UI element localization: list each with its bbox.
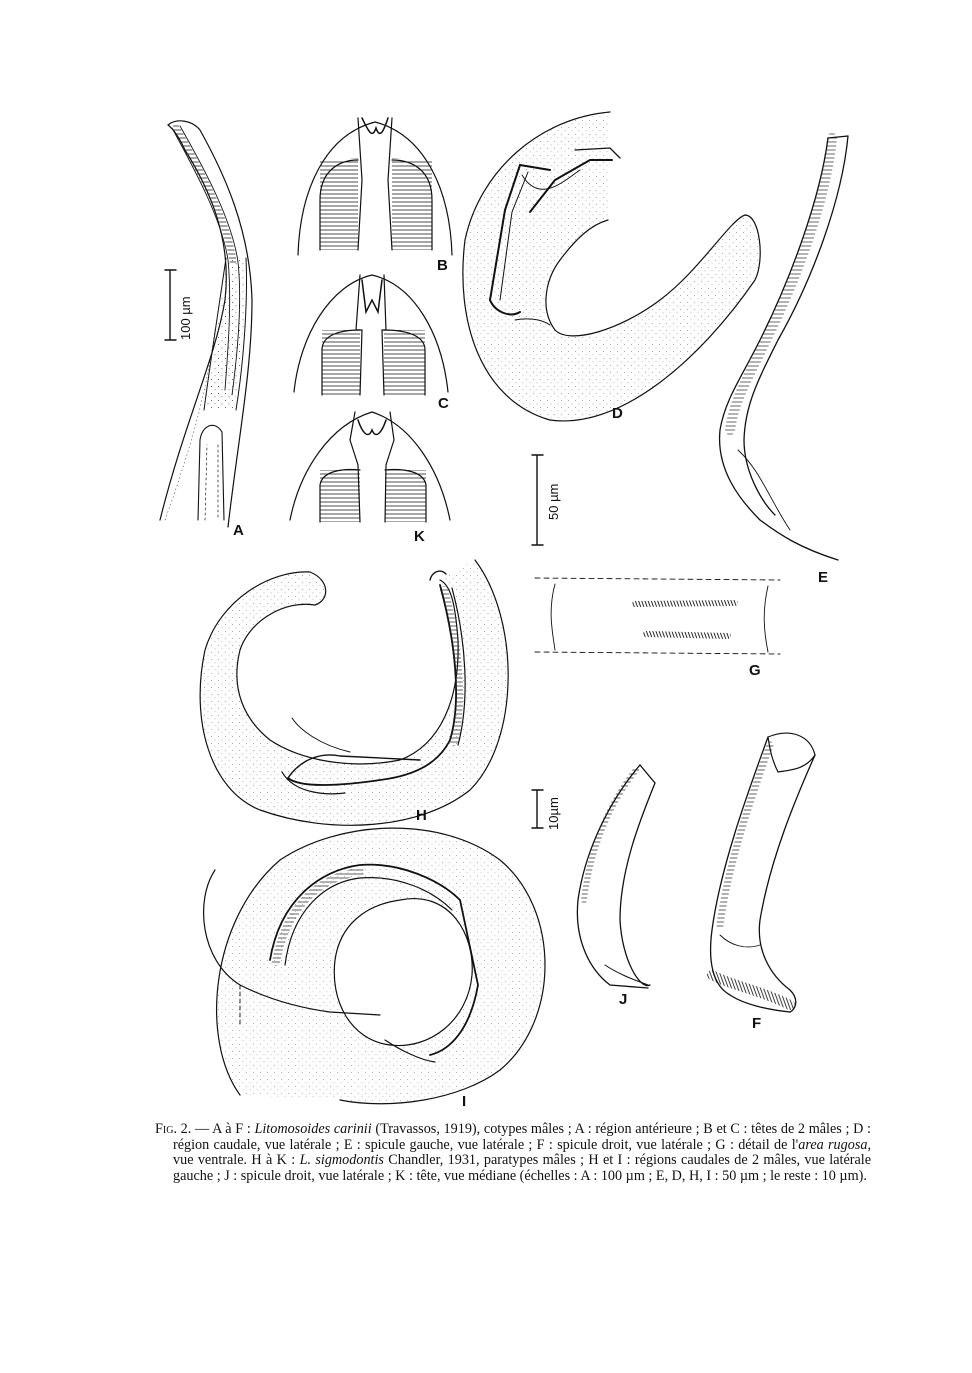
panel-c-drawing [294,275,448,395]
panel-label-b: B [437,257,448,274]
panel-label-a: A [233,522,244,539]
panel-label-e: E [818,569,829,586]
panel-label-c: C [438,395,449,412]
caption-species-1: Litomosoides carinii [254,1121,372,1137]
panel-label-d: D [612,405,623,422]
panel-f-drawing [711,733,815,1012]
panel-h-drawing [200,560,508,825]
figure-caption [155,1122,871,1184]
caption-text-1: (Travassos, 1919), cotypes mâles ; A : région antérieure ; B et C : têtes de 2 mâles ; D : région caudale, vue latérale ; E : spicule gauche, vue latérale ; F : spicule droit, vue latérale ; G : détail de l' [173,1121,871,1153]
panel-k-drawing [290,412,450,522]
panel-label-h: H [416,807,427,824]
panel-i-drawing [204,828,545,1104]
caption-species-2: L. sigmodontis [299,1152,384,1169]
caption-paragraph [155,1122,871,1184]
panel-g-drawing [535,578,780,654]
caption-text-3: Chandler, 1931, paratypes mâles ; H et I : régions caudales de 2 mâles, vue latérale gauche ; J : spicule droit, vue latérale ; K : tête, vue médiane (échelles : A : 100 µm ; E, D, H, I : 50 µm ; le reste : 10 µm). [173,1152,871,1184]
panel-label-k: K [414,528,425,545]
scale-bar-100-label: 100 µm [178,296,193,340]
panel-d-drawing [463,112,760,421]
scale-bar-100-line [165,270,176,340]
caption-text-2: , vue ventrale. H à K : [173,1136,871,1169]
panel-label-g: G [749,662,761,679]
panel-a-drawing [160,121,252,527]
caption-area-rugosa: area rugosa [798,1136,868,1153]
scale-bar-50-line [532,455,543,545]
caption-fig-label: Fig. 2. [155,1121,192,1137]
scale-bar-50-label: 50 µm [546,483,561,520]
panel-e-drawing [720,136,848,560]
scale-bar-10-label: 10µm [546,797,561,830]
panel-label-i: I [462,1093,467,1110]
panel-label-j: J [619,991,628,1008]
panel-j-drawing [577,765,655,988]
panel-b-drawing [298,118,452,255]
scale-bar-10-line [532,790,543,828]
caption-dash: — A à F : [191,1121,255,1137]
panel-label-f: F [752,1015,762,1032]
